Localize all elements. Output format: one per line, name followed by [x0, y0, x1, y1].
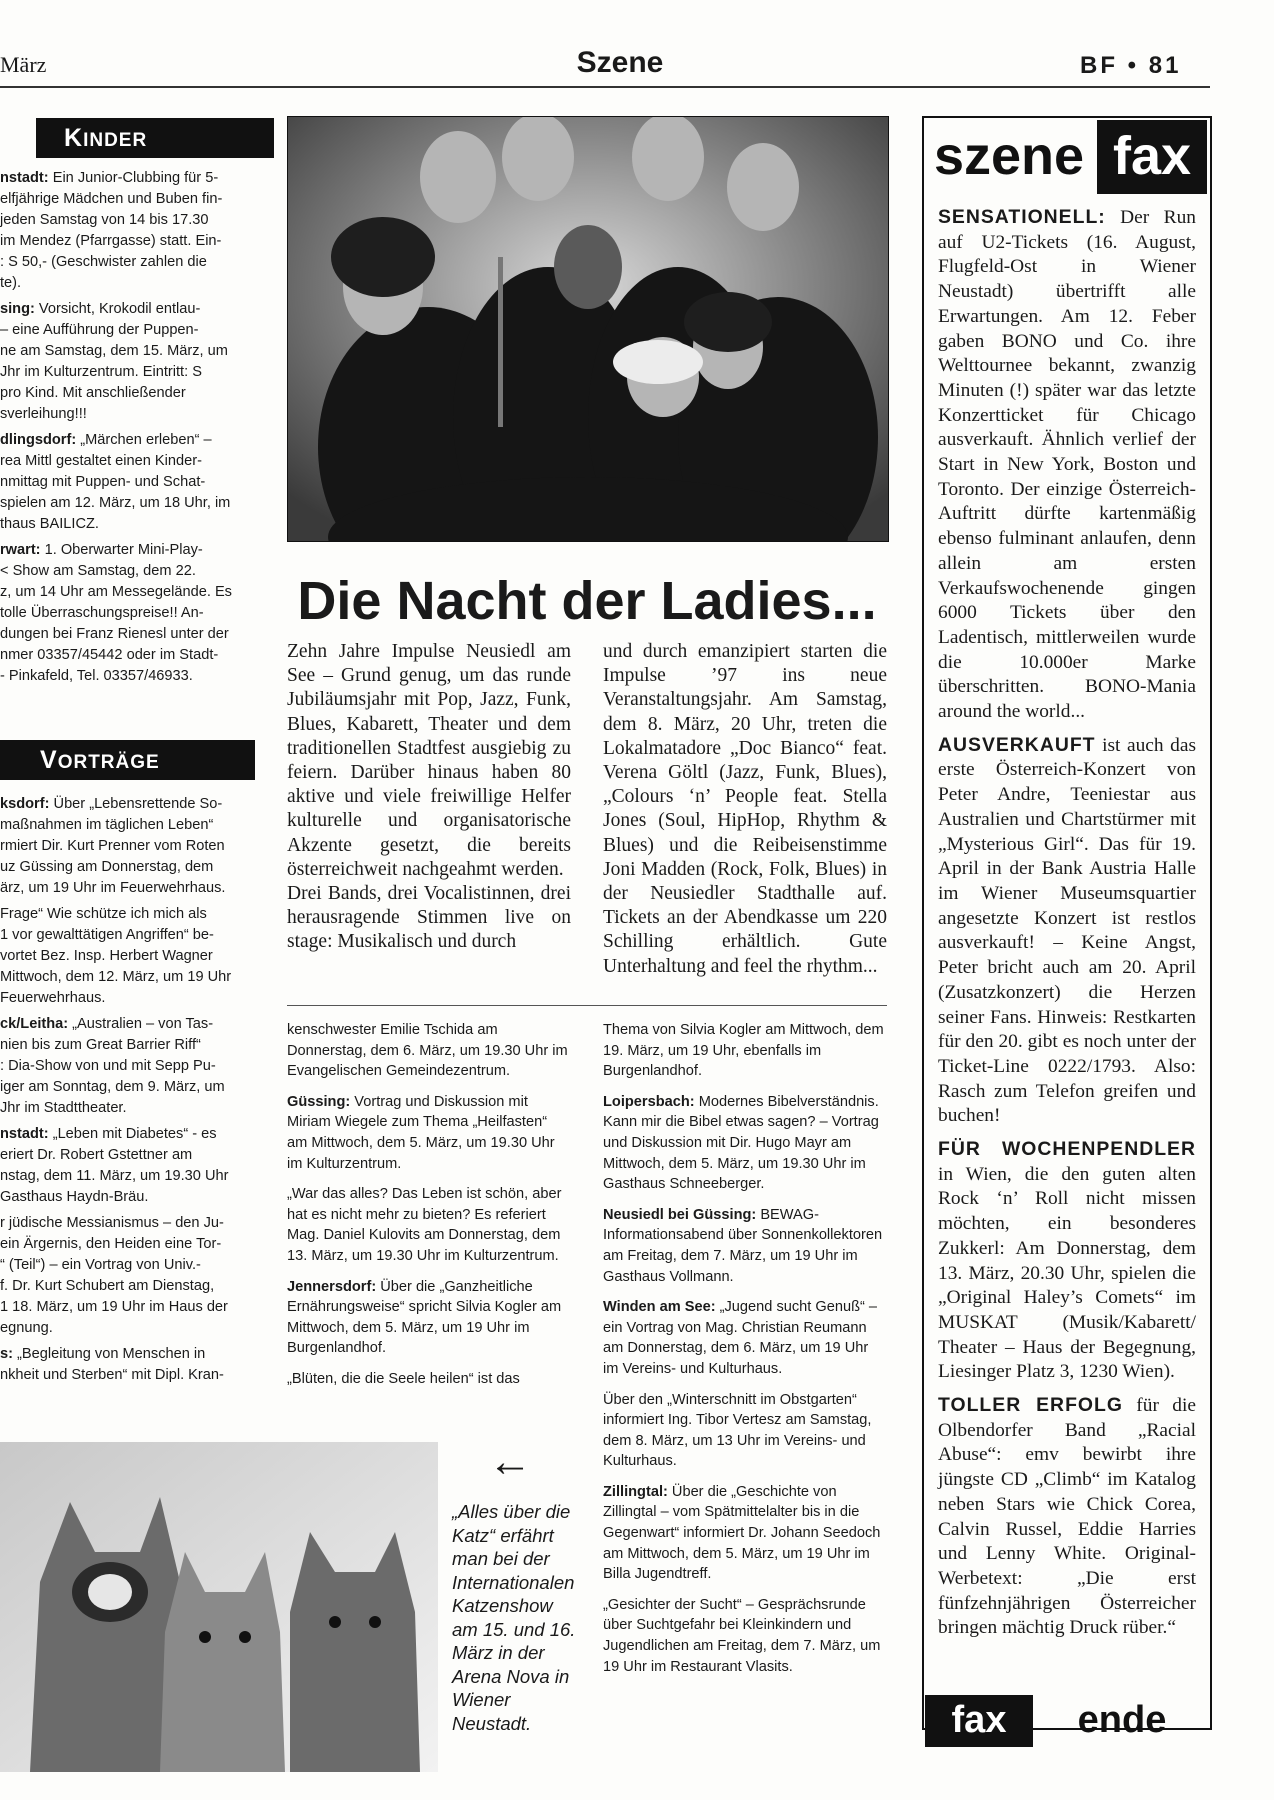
event-item — [938, 1393, 1196, 1641]
article-divider — [287, 1005, 887, 1006]
event-location: sing: — [0, 301, 35, 317]
cat-caption: „Alles über die Katz“ erfährt man bei der Internationalen Katzenshow am 15. und 16. März in der Arena Nova in Wiener Neustadt. — [452, 1501, 576, 1734]
event-location: AUSVERKAUFT — [938, 733, 1096, 756]
event-text: „War das alles? Das Leben ist schön, aber hat es nicht mehr zu bieten? Es referiert Mag. Daniel Kulovits am Donnerstag, dem 13. März, um 19.30 Uhr im Kulturzentrum. — [287, 1186, 562, 1264]
event-location: ck/Leitha: — [0, 1016, 69, 1032]
event-item — [287, 1184, 571, 1266]
event-text: Über „Lebensrettende So- maßnahmen im täglichen Leben“ rmiert Dir. Kurt Prenner vom Roten uz Güssing am Donnerstag, dem ärz, um 19 Uhr im Feuerwehrhaus. — [0, 796, 226, 896]
event-text: kenschwester Emilie Tschida am Donnerstag, dem 6. März, um 19.30 Uhr im Evangelischen Gemeindezentrum. — [287, 1022, 568, 1080]
szenefax-end-right: ende — [1077, 1699, 1167, 1741]
szenefax-title-left: szene — [933, 126, 1085, 186]
event-text: ist auch das erste Österreich-Konzert von Peter Andre, Teeniestar aus Australien und Chartstürmer mit „Mysterious Girl“. Das für 19. April in der Bank Austria Halle im Wiener Museumsquartier angesetzte Konzert ist restlos ausverkauft! – Keine Angst, Peter bricht auch am 20. April (Zusatzkonzert) die Herzen seiner Fans. Hinweis: Restkarten für den 20. gibt es noch unter der Ticket-Line 0222/1793. Also: Rasch zum Telefon greifen und buchen! — [938, 734, 1196, 1127]
event-item — [0, 1344, 258, 1386]
section-title: Szene — [576, 46, 664, 79]
event-text: „Australien – von Tas- nien bis zum Great Barrier Riff“ : Dia-Show von und mit Sepp Pu- iger am Sonntag, dem 9. März, um Jhr im Stadttheater. — [0, 1016, 225, 1116]
event-location: TOLLER ERFOLG — [938, 1394, 1123, 1417]
article-paragraph: Drei Bands, drei Vocalistinnen, drei herausragende Stimmen live on stage: Musikalisch und durch — [287, 883, 571, 953]
event-item — [603, 1205, 887, 1287]
event-text: Über die „Geschichte von Zillingtal – vom Spätmittelalter bis in die Gegenwart“ informiert Dr. Johann Seedoch am Mittwoch, dem 5. März, um 19 Uhr im Billa Jugendtreff. — [603, 1483, 881, 1583]
event-item — [603, 1020, 887, 1082]
event-text: Thema von Silvia Kogler am Mittwoch, dem 19. März, um 19 Uhr, ebenfalls im Burgenlandhof. — [603, 1022, 884, 1080]
event-text: „Leben mit Diabetes“ - es eriert Dr. Robert Gstettner am nstag, dem 11. März, um 19.30 Uhr Gasthaus Haydn-Bräu. — [0, 1126, 229, 1205]
event-location: Loipersbach: — [603, 1093, 695, 1110]
event-item — [287, 1277, 571, 1359]
event-location: s: — [0, 1346, 13, 1362]
event-text: Über den „Winterschnitt im Obstgarten“ informiert Ing. Tibor Vertesz am Samstag, dem 8. März, um 13 Uhr im Vereins- und Kulturhaus. — [603, 1391, 872, 1470]
event-text: für die Olbendorfer Band „Racial Abuse“: emv bewirbt ihre jüngste CD „Climb“ im Katalog neben Stars wie Chick Corea, Calvin Russel, Eddie Harries und Lenny White. Original-Werbetext: „Die erst fünfzehnjährigen Österreicher bringen mächtig Druck rüber.“ — [938, 1395, 1196, 1639]
event-text: r jüdische Messianismus – den Ju- ein Ärgernis, den Heiden eine Tor- “ (Teil“) – ein Vortrag von Univ.- f. Dr. Kurt Schubert am Dienstag, 1 18. März, um 19 Uhr im Haus der egnung. — [0, 1215, 228, 1336]
article-paragraph: Zehn Jahre Impulse Neusiedl am See – Grund genug, um das runde Jubiläumsjahr mit Pop, Jazz, Funk, Blues, Kabarett, Theater und dem traditionellen Stadtfest ausgiebig zu feiern. Darüber hinaus haben 80 aktive und viele freiwillige Helfer kulturelle und organisatorische Akzente gesetzt, die bereits österreichweit nachgeahmt werden. — [287, 641, 571, 880]
events-column-middle — [287, 1020, 571, 1400]
event-item — [287, 1369, 571, 1390]
article-headline: Die Nacht der Ladies... — [297, 571, 877, 631]
vortraege-section — [0, 740, 258, 1391]
event-item — [938, 1137, 1196, 1385]
event-text: in Wien, die den guten alten Rock ‘n’ Roll nicht missen möchten, ein besonderes Zukkerl: Am Donnerstag, dem 13. März, 20.30 Uhr, spielen die „Original Haley’s Comets“ im MUSKAT (Musik/Kabarett/ Theater – Haus der Begegnung, Liesinger Platz 3, 1230 Wien). — [938, 1163, 1196, 1383]
szenefax-end-left: fax — [925, 1695, 1033, 1747]
event-location: nstadt: — [0, 1126, 49, 1142]
event-location: ksdorf: — [0, 796, 50, 812]
event-item — [603, 1092, 887, 1195]
kinder-heading: KINDER — [36, 118, 274, 158]
event-item — [603, 1595, 887, 1677]
event-item — [0, 168, 258, 294]
event-text: „Jugend sucht Genuß“ – ein Vortrag von Mag. Christian Reumann am Donnerstag, dem 6. März, um 19 Uhr im Vereins- und Kulturhaus. — [603, 1299, 878, 1377]
page-number: BF • 81 — [1080, 52, 1182, 79]
event-item — [0, 299, 258, 425]
event-item — [0, 904, 258, 1009]
cat-photo — [0, 1442, 438, 1772]
event-location: Güssing: — [287, 1093, 351, 1110]
event-text: „Gesichter der Sucht“ – Gesprächsrunde über Suchtgefahr bei Kleinkindern und Jugendlichen am Freitag, dem 7. März, um 19 Uhr im Restaurant Vlasits. — [603, 1596, 881, 1675]
event-text: 1. Oberwarter Mini-Play- < Show am Samstag, dem 22. z, um 14 Uhr am Messegelände. Es tolle Überraschungspreise!! An- dungen bei Franz Rienesl unter der nmer 03357/45442 oder im Stadt- - Pinkafeld, Tel. 03357/46933. — [0, 542, 232, 684]
event-text: Ein Junior-Clubbing für 5- elfjährige Mädchen und Buben fin- jeden Samstag von 14 bis 17.30 im Mendez (Pfarrgasse) statt. Ein- : S 50,- (Geschwister zahlen die te). — [0, 170, 223, 291]
event-location: rwart: — [0, 542, 41, 558]
event-item — [938, 205, 1196, 725]
event-item — [287, 1020, 571, 1082]
event-text: Frage“ Wie schütze ich mich als 1 vor gewalttätigen Angriffen“ be- vortet Bez. Insp. Herbert Wagner Mittwoch, dem 12. März, um 19 Uhr Feuerwehrhaus. — [0, 906, 232, 1006]
event-item — [603, 1390, 887, 1472]
kinder-section — [0, 118, 258, 692]
event-text: Modernes Bibelverständnis. Kann mir die Bibel etwas sagen? – Vortrag und Diskussion mit Dir. Hugo Mayr am Mittwoch, dem 5. März, um 19.30 Uhr im Gasthaus Schneeberger. — [603, 1093, 879, 1193]
event-location: nstadt: — [0, 170, 49, 186]
vortraege-list — [0, 794, 258, 1386]
event-location: SENSATIONELL: — [938, 206, 1106, 228]
event-item — [603, 1297, 887, 1379]
event-item — [0, 540, 258, 687]
event-location: Neusiedl bei Güssing: — [603, 1206, 757, 1223]
event-location: Winden am See: — [603, 1299, 716, 1316]
szenefax-title-right: fax — [1097, 120, 1207, 194]
szenefax-end — [925, 1695, 1207, 1747]
event-text: Über die „Ganzheitliche Ernährungsweise“ spricht Silvia Kogler am Mittwoch, dem 5. März, um 19 Uhr im Burgenlandhof. — [287, 1278, 562, 1357]
event-item — [287, 1092, 571, 1174]
article-column-2 — [603, 640, 887, 979]
event-location: FÜR WOCHENPENDLER — [938, 1138, 1196, 1161]
kinder-list — [0, 168, 258, 687]
szenefax-title — [925, 120, 1207, 194]
page-month: März — [0, 52, 47, 77]
band-photo-graphic — [288, 117, 888, 541]
event-item — [0, 1014, 258, 1119]
article-paragraph: und durch emanzipiert starten die Impulse ’97 ins neue Veranstaltungsjahr. Am Samstag, dem 8. März, 20 Uhr, treten die Lokalmatadore „Doc Bianco“ feat. Verena Göltl (Jazz, Funk, Blues), „Colours ‘n’ People feat. Stella Jones (Soul, HipHop, Rhythm & Blues) und die Reibeisenstimme Joni Madden (Rock, Folk, Blues) in der Neusiedler Stadthalle auf. Tickets an der Abendkasse um 220 Schilling erhältlich. Gute Unterhaltung and feel the rhythm... — [603, 641, 887, 977]
event-item — [603, 1482, 887, 1585]
article-column-1 — [287, 640, 571, 955]
event-text: „Begleitung von Menschen in nkheit und Sterben“ mit Dipl. Kran- — [0, 1346, 224, 1383]
event-text: „Märchen erleben“ – rea Mittl gestaltet einen Kinder- nmittag mit Puppen- und Schat- spielen am 12. März, um 18 Uhr, im thaus BAILICZ. — [0, 432, 231, 532]
events-column-right — [603, 1020, 887, 1687]
event-text: „Blüten, die die Seele heilen“ ist das — [287, 1370, 520, 1387]
event-item — [938, 733, 1196, 1129]
szenefax-body — [938, 205, 1196, 1649]
event-item — [0, 794, 258, 899]
cat-photo-graphic — [0, 1442, 438, 1772]
event-text: Der Run auf U2-Tickets (16. August, Flugfeld-Ost in Wiener Neustadt) übertrifft alle Erwartungen. Am 12. Feber gaben BONO und Co. ihre Welttournee bekannt, zwanzig Minuten (!) später war das letzte Konzertticket für Chicago ausverkauft. Ähnlich verlief der Start in New York, Boston und Toronto. Der einzige Österreich-Auftritt dürfte kartenmäßig ebenso fulminant anlaufen, denn allein am ersten Verkaufswochenende gingen 6000 Tickets über den Ladentisch, mittlerweilen wurde die 10.000er Marke überschritten. BONO-Mania around the world... — [938, 207, 1196, 723]
header-rule — [0, 86, 1210, 88]
event-text: Vorsicht, Krokodil entlau- – eine Aufführung der Puppen- ne am Samstag, dem 15. März, um Jhr im Kulturzentrum. Eintritt: S pro Kind. Mit anschließender sverleihung!!! — [0, 301, 228, 422]
event-location: Jennersdorf: — [287, 1278, 377, 1295]
event-text: BEWAG-Informationsabend über Sonnenkollektoren am Freitag, dem 7. März, um 19 Uhr im Gasthaus Vollmann. — [603, 1206, 883, 1285]
event-item — [0, 430, 258, 535]
event-location: Zillingtal: — [603, 1483, 668, 1500]
event-text: Vortrag und Diskussion mit Miriam Wiegele zum Thema „Heilfasten“ am Mittwoch, dem 5. März, um 19.30 Uhr im Kulturzentrum. — [287, 1093, 555, 1172]
event-location: dlingsdorf: — [0, 432, 77, 448]
caption-arrow-icon: ← — [488, 1437, 532, 1486]
band-photo — [287, 116, 889, 542]
event-item — [0, 1213, 258, 1339]
event-item — [0, 1124, 258, 1208]
vortraege-heading: VORTRÄGE — [0, 740, 255, 780]
